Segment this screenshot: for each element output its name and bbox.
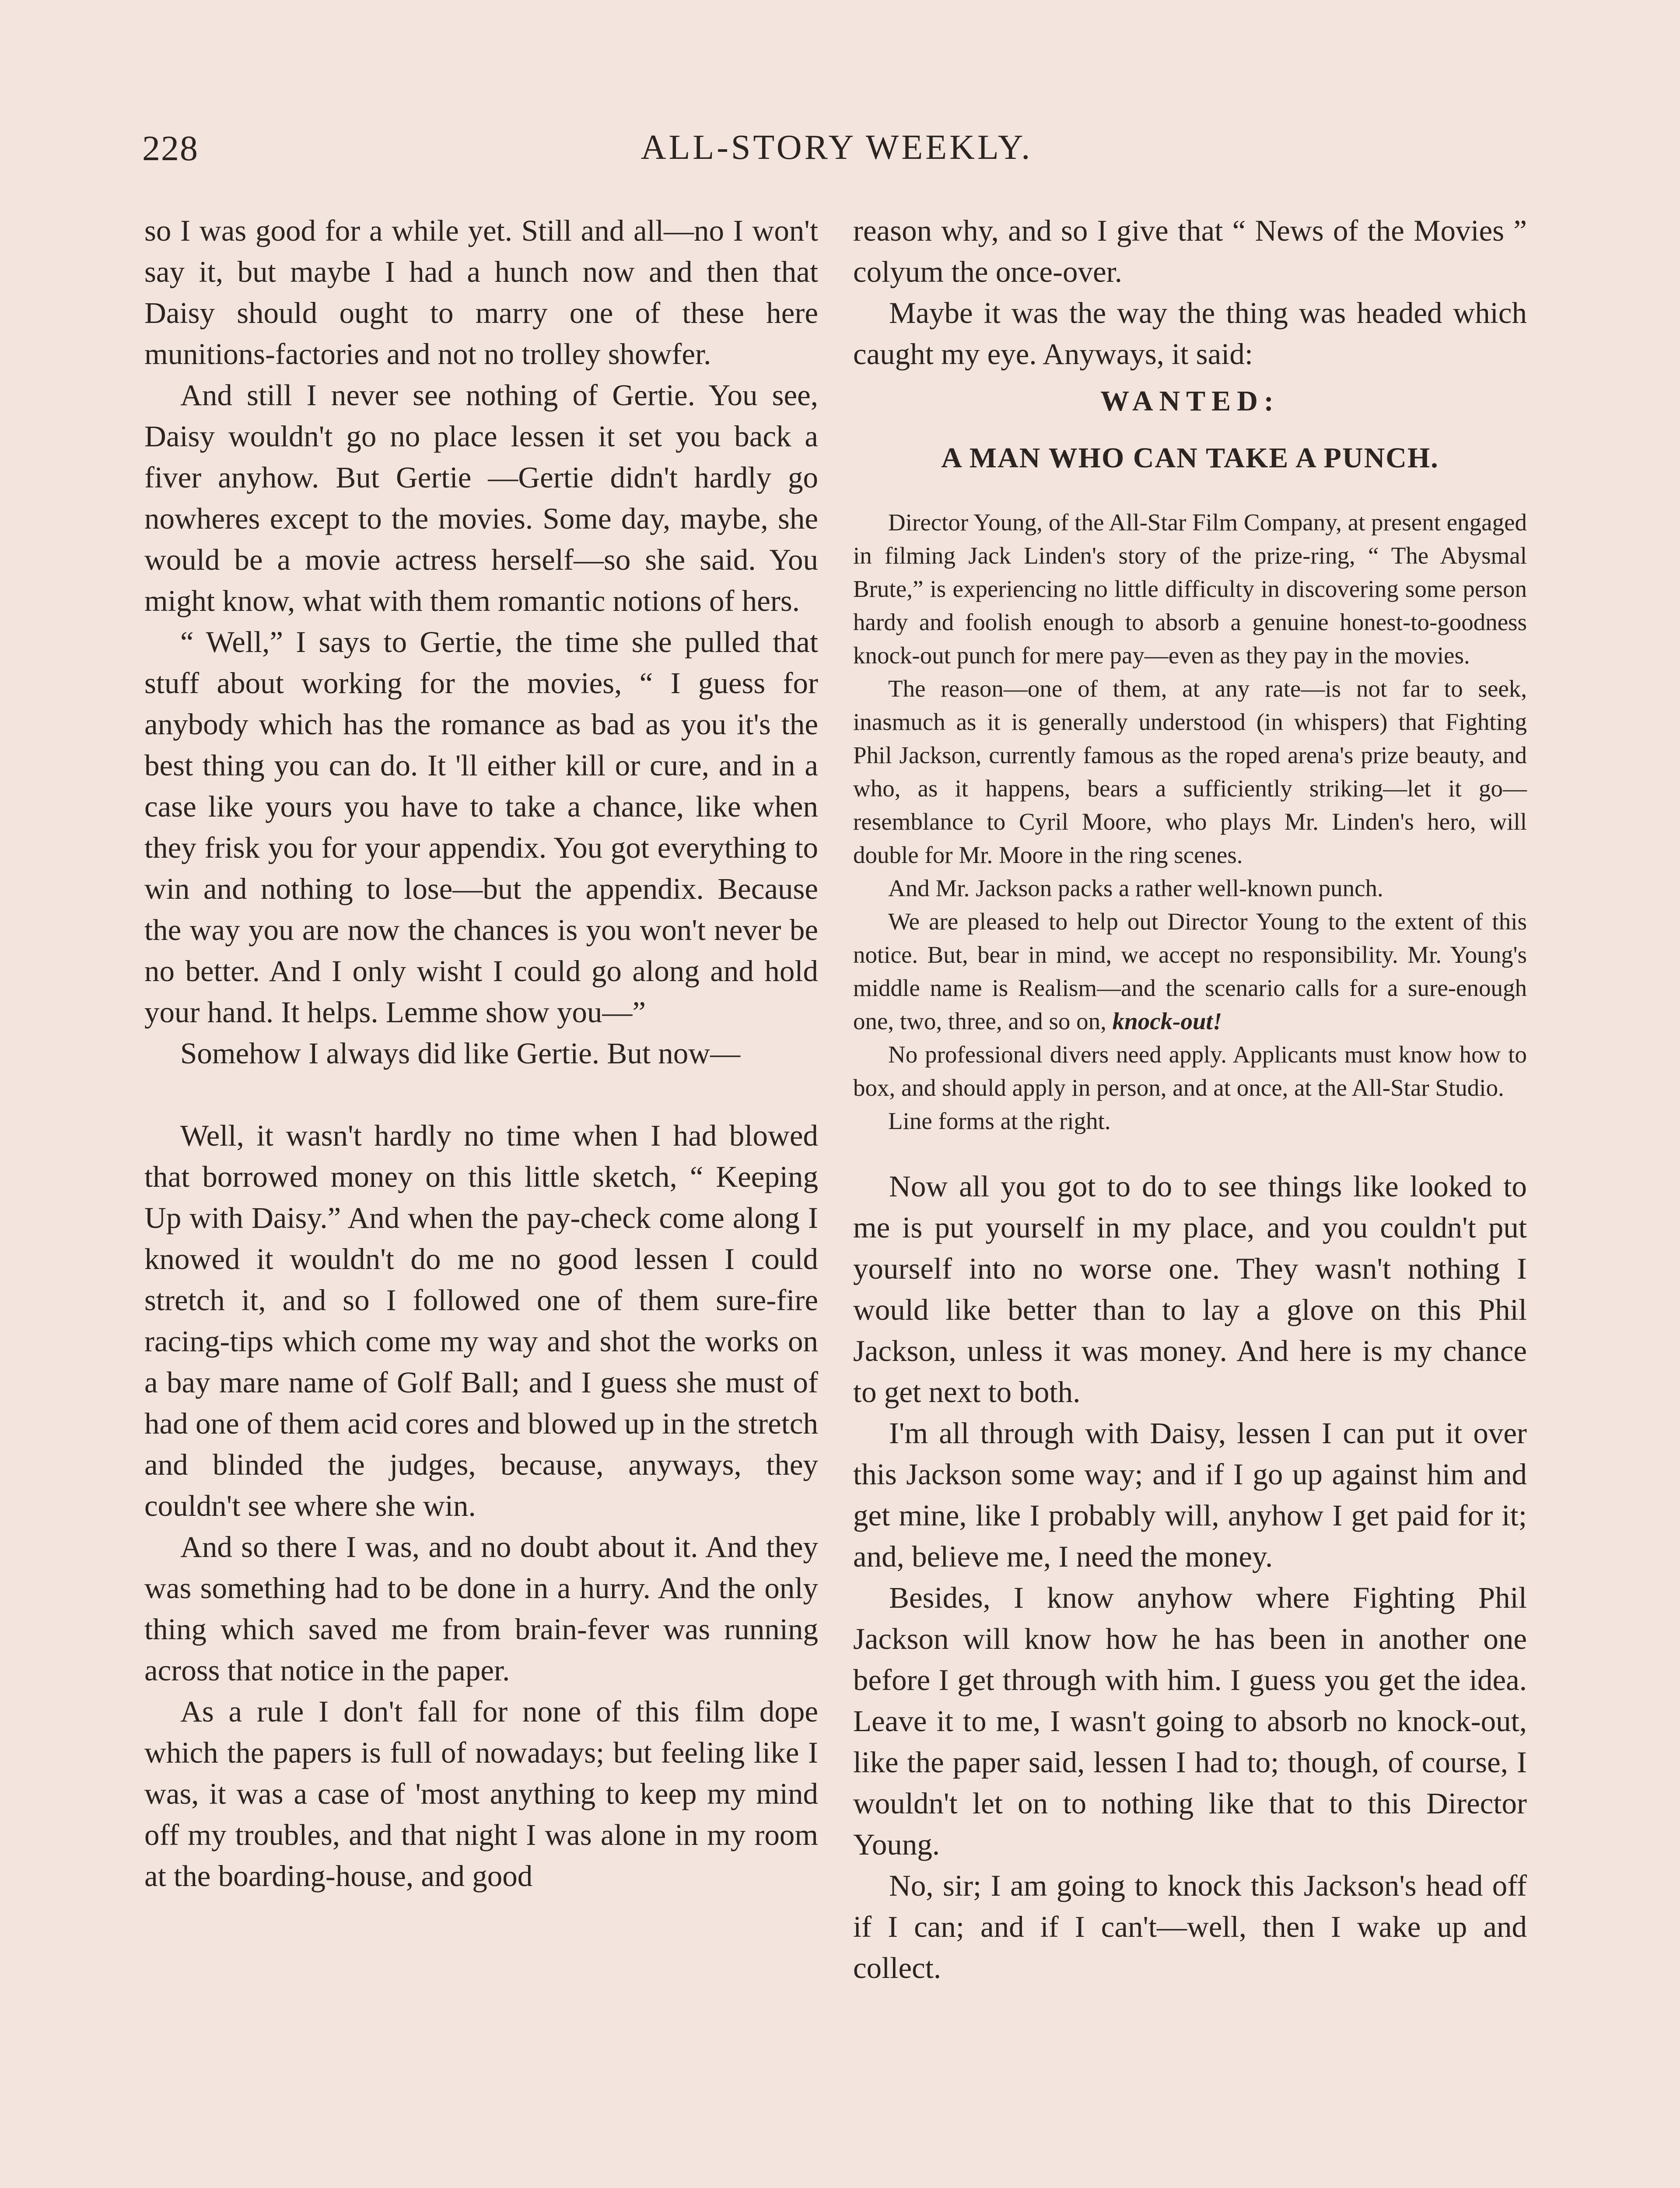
body-paragraph: reason why, and so I give that “ News of the Movies ” colyum the once-over. bbox=[853, 214, 1527, 288]
left-column bbox=[144, 210, 818, 1897]
body-paragraph: As a rule I don't fall for none of this film dope which the papers is full of nowadays; but feeling like I was, it was a case of 'most anything to keep my mind off my troubles, and that night I was alone in my room at the boarding-house, and good bbox=[144, 1695, 818, 1893]
body-paragraph: Maybe it was the way the thing was headed which caught my eye. Anyways, it said: bbox=[853, 296, 1527, 371]
body-paragraph: And still I never see nothing of Gertie. You see, Daisy wouldn't go no place lessen it set you back a fiver anyhow. But Gertie —Gertie didn't hardly go nowheres except to the movies. Some day, maybe, she would be a movie actress herself—so she said. You might know, what with them romantic notions of hers. bbox=[144, 379, 818, 617]
notice-paragraph: Director Young, of the All-Star Film Company, at present engaged in filming Jack Linden's story of the prize-ring, “ The Abysmal Brute,” is experiencing no little difficulty in discovering some person hardy and foolish enough to absorb a genuine honest-to-goodness knock-out punch for mere pay—even as they pay in the movies. bbox=[853, 509, 1527, 669]
body-paragraph: “ Well,” I says to Gertie, the time she pulled that stuff about working for the movies, “ I guess for anybody which has the romance as bad as you it's the best thing you can do. It 'll either kill or cure, and in a case like yours you have to take a chance, like when they frisk you for your appendix. You got everything to win and nothing to lose—but the appendix. Because the way you are now the chances is you won't never be no better. And I only wisht I could go along and hold your hand. It helps. Lemme show you—” bbox=[144, 625, 818, 1029]
body-paragraph: I'm all through with Daisy, lessen I can put it over this Jackson some way; and if I go up against him and get mine, like I probably will, anyhow I get paid for it; and, believe me, I need the money. bbox=[853, 1417, 1527, 1573]
notice-paragraph: Line forms at the right. bbox=[888, 1108, 1111, 1134]
notice-paragraph bbox=[853, 905, 1527, 1038]
story-continuation bbox=[853, 1166, 1527, 1988]
notice-heading: WANTED: bbox=[1100, 385, 1280, 417]
body-paragraph: so I was good for a while yet. Still and all—no I won't say it, but maybe I had a hunch now and then that Daisy should ought to marry one of these here munitions-factories and not no trolley showfer. bbox=[144, 214, 818, 371]
newspaper-notice bbox=[853, 506, 1527, 1138]
body-paragraph: Besides, I know anyhow where Fighting Phil Jackson will know how he has been in another one before I get through with him. I guess you get the idea. Leave it to me, I wasn't going to absorb no knock-out, like the paper said, lessen I had to; though, of course, I wouldn't let on to nothing like that to this Director Young. bbox=[853, 1581, 1527, 1861]
notice-subheading: A MAN WHO CAN TAKE A PUNCH. bbox=[941, 442, 1439, 474]
body-paragraph: No, sir; I am going to knock this Jackson's head off if I can; and if I can't—well, then I wake up and collect. bbox=[853, 1869, 1527, 1985]
notice-paragraph: And Mr. Jackson packs a rather well-known punch. bbox=[888, 875, 1383, 901]
notice-emphasis: knock-out! bbox=[1112, 1008, 1222, 1034]
body-paragraph: And so there I was, and no doubt about it. And they was something had to be done in a hurry. And the only thing which saved me from brain-fever was running across that notice in the paper. bbox=[144, 1530, 818, 1687]
body-paragraph: Somehow I always did like Gertie. But now— bbox=[180, 1037, 741, 1070]
notice-text: We are pleased to help out Director Young to the extent of this notice. But, bear in mind, we accept no responsibility. Mr. Young's middle name is Realism—and the scenario calls for a sure-enough one, two, three, and so on, bbox=[853, 908, 1527, 1034]
notice-paragraph: The reason—one of them, at any rate—is not far to seek, inasmuch as it is generally understood (in whispers) that Fighting Phil Jackson, currently famous as the roped arena's prize beauty, and who, as it happens, bears a sufficiently striking—let it go—resemblance to Cyril Moore, who plays Mr. Linden's hero, will double for Mr. Moore in the ring scenes. bbox=[853, 675, 1527, 868]
right-column bbox=[853, 210, 1527, 1988]
section-break bbox=[144, 1074, 818, 1115]
body-paragraph: Well, it wasn't hardly no time when I had blowed that borrowed money on this little sketch, “ Keeping Up with Daisy.” And when the pay-check come along I knowed it wouldn't do me no good lessen I could stretch it, and so I followed one of them sure-fire racing-tips which come my way and shot the works on a bay mare name of Golf Ball; and I guess she must of had one of them acid cores and blowed up in the stretch and blinded the judges, because, anyways, they couldn't see where she win. bbox=[144, 1119, 818, 1522]
page-header bbox=[142, 128, 1531, 180]
running-head: ALL-STORY WEEKLY. bbox=[640, 128, 1033, 167]
page-number: 228 bbox=[142, 128, 199, 168]
body-paragraph: Now all you got to do to see things like looked to me is put yourself in my place, and you couldn't put yourself into no worse one. They wasn't nothing I would like better than to lay a glove on this Phil Jackson, unless it was money. And here is my chance to get next to both. bbox=[853, 1170, 1527, 1409]
notice-paragraph: No professional divers need apply. Applicants must know how to box, and should apply in person, and at once, at the All-Star Studio. bbox=[853, 1041, 1527, 1101]
